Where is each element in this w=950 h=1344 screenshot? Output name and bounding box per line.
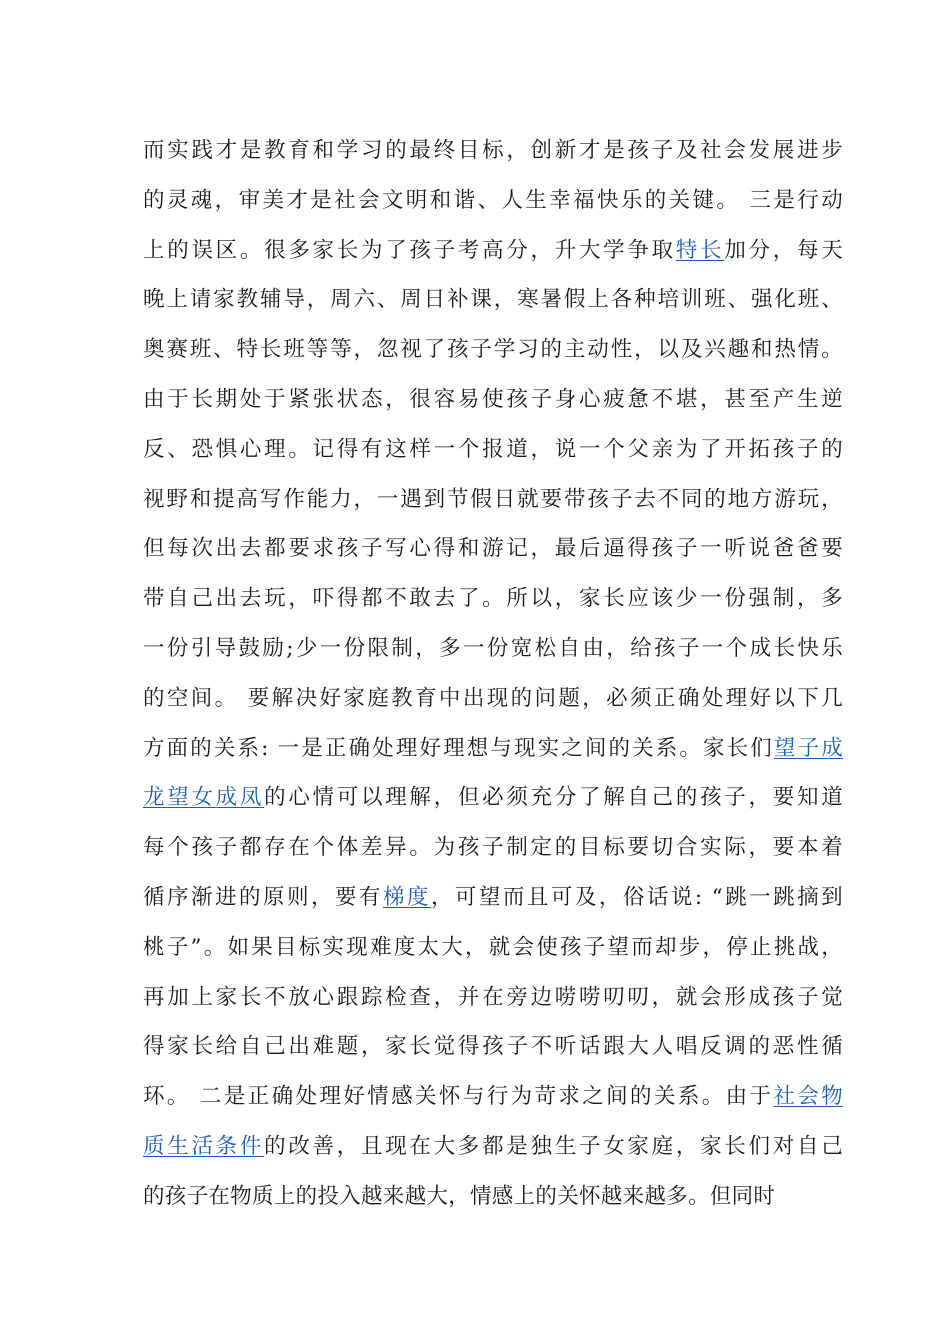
text-line: [143, 624, 843, 674]
text-line: [143, 724, 843, 774]
text-span: 的灵魂，审美才是社会文明和谐、人生幸福快乐的关键。 三是行动: [143, 187, 843, 213]
text-span: 方面的关系: 一是正确处理好理想与现实之间的关系。家长们: [143, 735, 774, 761]
text-line: [143, 325, 843, 375]
text-line: [143, 574, 843, 624]
text-span: 循序渐进的原则，要有: [143, 884, 383, 910]
text-span: 奥赛班、特长班等等，忽视了孩子学习的主动性，以及兴趣和热情。: [143, 337, 843, 363]
text-line: [143, 1122, 843, 1172]
text-span: 视野和提高写作能力，一遇到节假日就要带孩子去不同的地方游玩，: [143, 486, 843, 512]
text-line: [143, 524, 843, 574]
inline-link[interactable]: 质生活条件: [143, 1133, 265, 1159]
text-span: 环。 二是正确处理好情感关怀与行为苛求之间的关系。由于: [143, 1084, 774, 1110]
text-line: [143, 923, 843, 973]
text-line: [143, 226, 843, 276]
text-span: 的改善，且现在大多都是独生子女家庭，家长们对自己: [264, 1133, 843, 1159]
text-line: [143, 773, 843, 823]
text-span: ，可望而且可及，俗话说: “跳一跳摘到: [430, 884, 843, 910]
text-line: [143, 1022, 843, 1072]
text-line: [143, 823, 843, 873]
text-span: 但每次出去都要求孩子写心得和游记，最后逼得孩子一听说爸爸要: [143, 536, 843, 562]
text-span: 而实践才是教育和学习的最终目标，创新才是孩子及社会发展进步: [143, 138, 843, 163]
text-line: [143, 375, 843, 425]
text-span: 反、恐惧心理。记得有这样一个报道，说一个父亲为了开拓孩子的: [143, 436, 843, 462]
text-span: 得家长给自己出难题，家长觉得孩子不听话跟大人唱反调的恶性循: [143, 1034, 843, 1060]
text-span: 的孩子在物质上的投入越来越大，情感上的关怀越来越多。但同时: [143, 1183, 776, 1209]
text-span: 加分，每天: [724, 237, 843, 263]
inline-link[interactable]: 望子成: [773, 735, 844, 761]
text-span: 由于长期处于紧张状态，很容易使孩子身心疲惫不堪，甚至产生逆: [143, 386, 843, 412]
text-line: [143, 126, 843, 176]
text-line: [143, 873, 843, 923]
body-text: [143, 126, 843, 1222]
text-line: [143, 176, 843, 226]
text-span: 的空间。 要解决好家庭教育中出现的问题，必须正确处理好以下几: [143, 685, 843, 711]
text-span: 再加上家长不放心跟踪检查，并在旁边唠唠叨叨，就会形成孩子觉: [143, 984, 843, 1010]
text-span: 每个孩子都存在个体差异。为孩子制定的目标要切合实际，要本着: [143, 835, 843, 861]
text-line: [143, 425, 843, 475]
text-span: 上的误区。很多家长为了孩子考高分，升大学争取: [143, 237, 676, 263]
inline-link[interactable]: 梯度: [382, 884, 431, 910]
text-line: [143, 275, 843, 325]
text-span: 晚上请家教辅导，周六、周日补课，寒暑假上各种培训班、强化班、: [143, 287, 843, 313]
inline-link[interactable]: 特长: [675, 237, 725, 263]
text-span: 桃子”。如果目标实现难度太大，就会使孩子望而却步，停止挑战，: [143, 934, 843, 960]
text-span: 一份引导鼓励;少一份限制，多一份宽松自由，给孩子一个成长快乐: [143, 635, 843, 661]
text-line: [143, 475, 843, 525]
text-line: [143, 674, 843, 724]
text-span: 带自己出去玩，吓得都不敢去了。所以，家长应该少一份强制，多: [143, 586, 843, 612]
inline-link[interactable]: 社会物: [773, 1084, 844, 1110]
text-span: 的心情可以理解，但必须充分了解自己的孩子，要知道: [264, 785, 843, 811]
text-line: [143, 973, 843, 1023]
text-line: [143, 1172, 843, 1222]
inline-link[interactable]: 龙望女成凤: [143, 785, 265, 811]
text-line: [143, 1072, 843, 1122]
